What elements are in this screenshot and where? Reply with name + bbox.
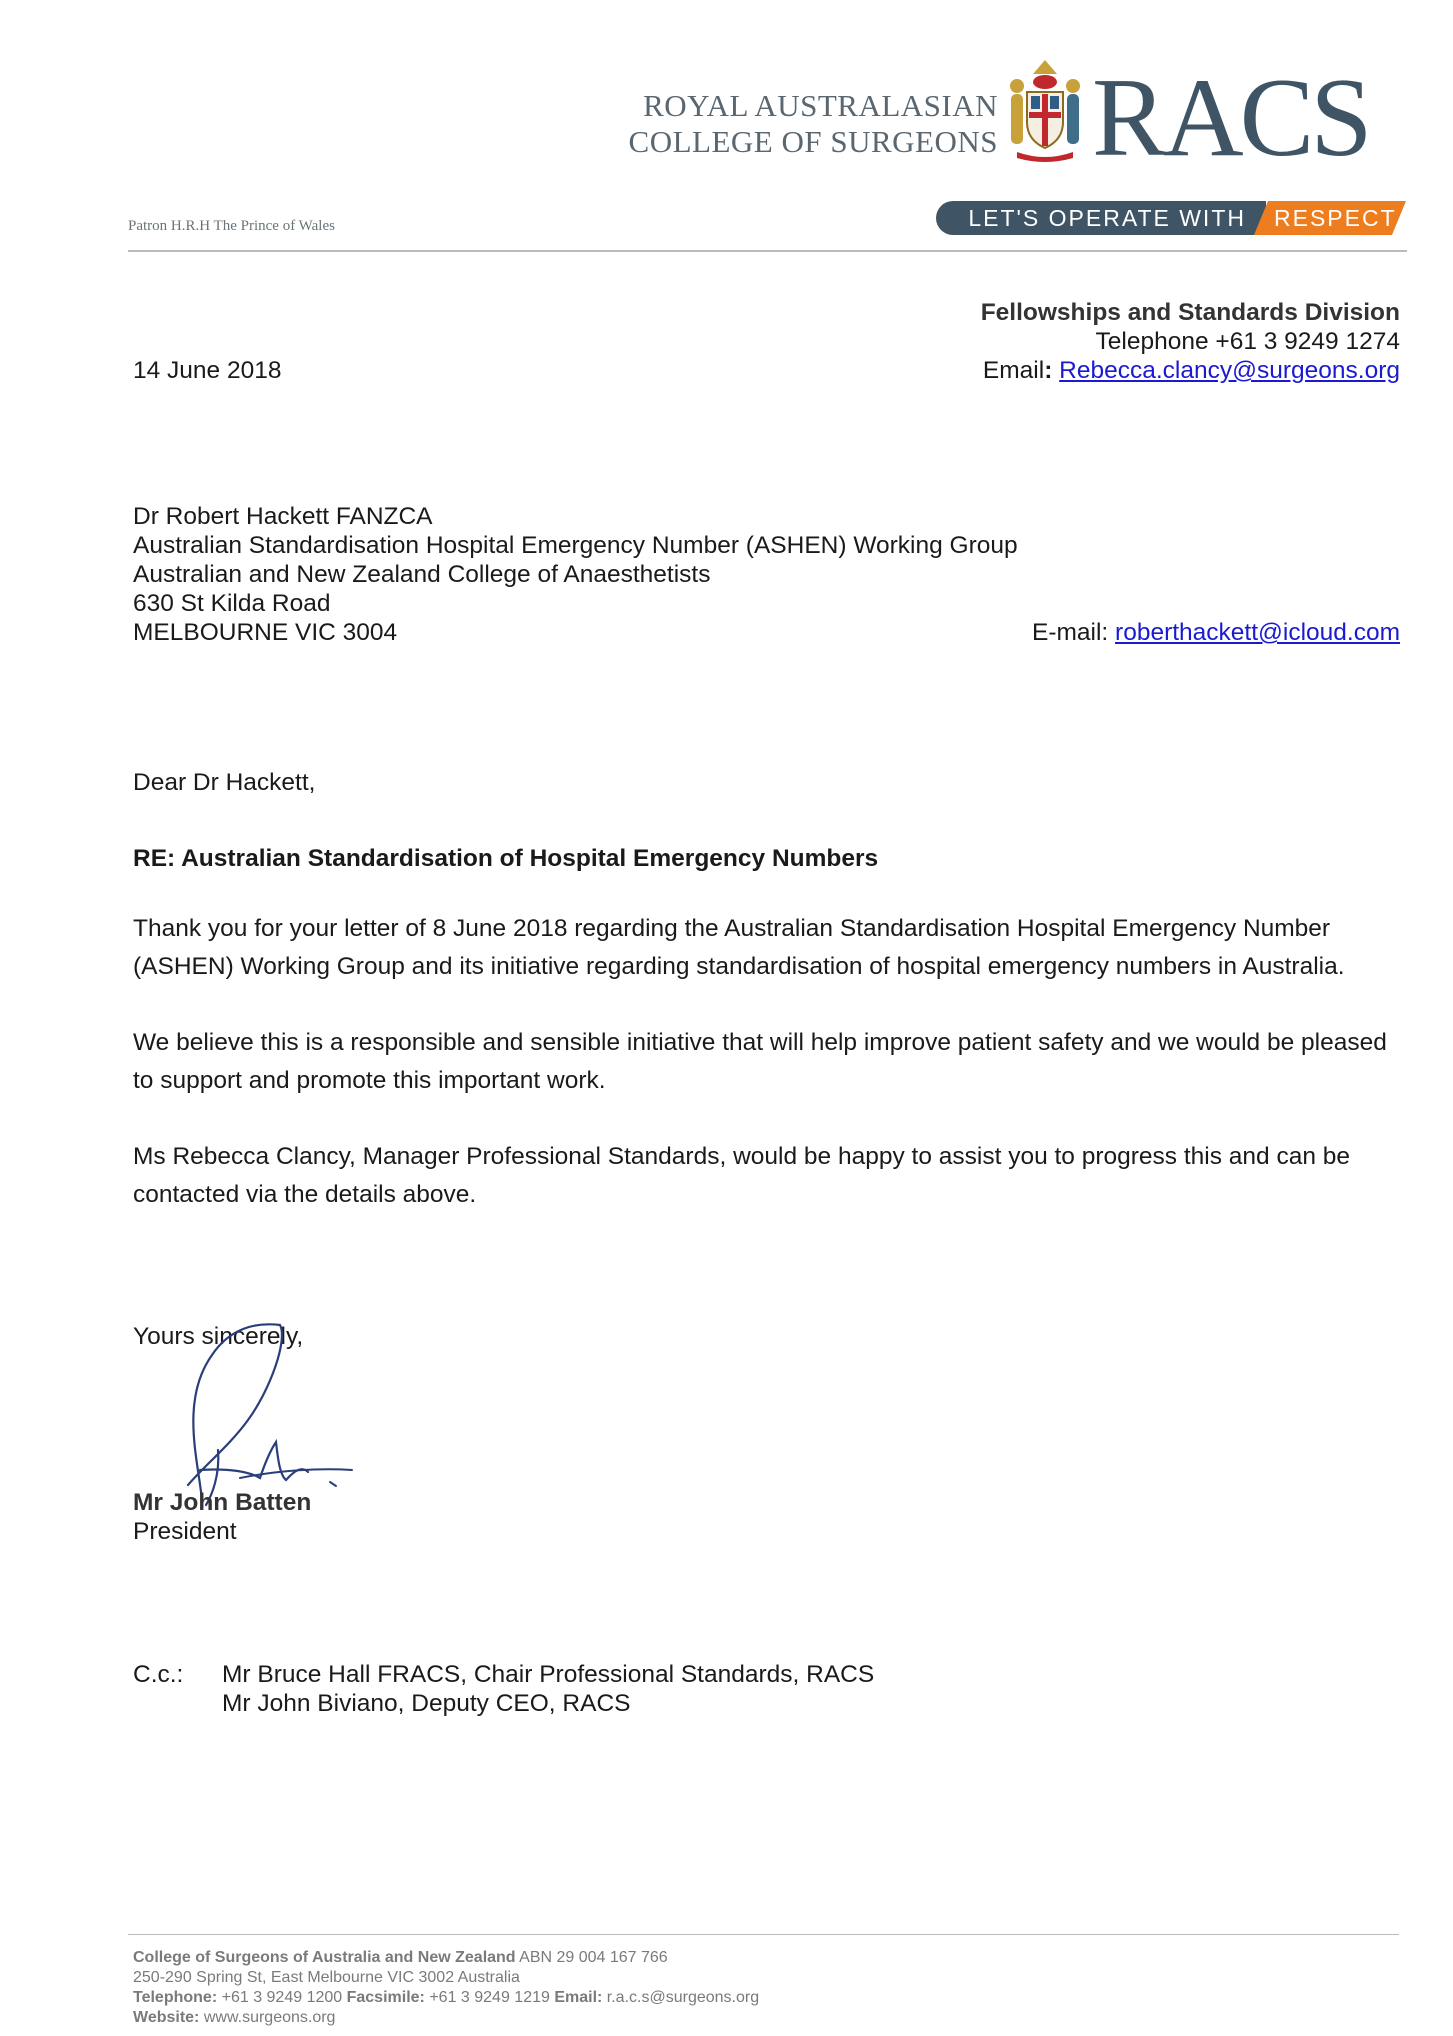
body-paragraph-2: We believe this is a responsible and sensible initiative that will help improve patient safety and we would be pleased to support and promote this important work. <box>133 1029 1387 1094</box>
letter-date: 14 June 2018 <box>133 357 282 384</box>
signatory-title: President <box>133 1518 237 1545</box>
sender-telephone: Telephone +61 3 9249 1274 <box>1095 328 1400 355</box>
signatory-block <box>133 1488 311 1546</box>
subject-line: RE: Australian Standardisation of Hospital Emergency Numbers <box>133 845 879 872</box>
recipient-name: Dr Robert Hackett FANZCA <box>133 503 433 530</box>
sender-email-link[interactable]: Rebecca.clancy@surgeons.org <box>1059 357 1400 384</box>
footer-divider <box>128 1934 1399 1935</box>
footer-fax-label: Facsimile: <box>346 1989 425 2006</box>
recipient-street: 630 St Kilda Road <box>133 590 331 617</box>
banner-text-left: LET'S OPERATE WITH <box>968 205 1246 231</box>
footer-abn: ABN 29 004 167 766 <box>515 1949 668 1966</box>
footer-contact-line <box>133 1988 759 2008</box>
cc-label: C.c.: <box>133 1661 184 1688</box>
footer <box>133 1948 759 2028</box>
respect-banner <box>936 201 1406 235</box>
cc-recipient: Mr Bruce Hall FRACS, Chair Professional Standards, RACS <box>222 1661 875 1688</box>
org-name-line2: COLLEGE OF SURGEONS <box>628 124 998 159</box>
closing: Yours sincerely, <box>133 1323 304 1350</box>
footer-fax: +61 3 9249 1219 <box>424 1989 555 2006</box>
recipient-email-line <box>1032 618 1400 647</box>
org-name-line1: ROYAL AUSTRALASIAN <box>643 88 998 123</box>
cc-recipient: Mr John Biviano, Deputy CEO, RACS <box>222 1690 631 1717</box>
signatory-name: Mr John Batten <box>133 1489 312 1516</box>
letterhead-org-name <box>629 88 998 160</box>
header-divider <box>128 250 1407 252</box>
footer-org-line <box>133 1948 759 1968</box>
body-paragraph-3: Ms Rebecca Clancy, Manager Professional Standards, would be happy to assist you to progress this and can be contacted via the details above. <box>133 1143 1351 1208</box>
salutation: Dear Dr Hackett, <box>133 769 316 796</box>
racs-logo-text: RACS <box>1092 56 1369 180</box>
banner-text-right: RESPECT <box>1274 205 1397 231</box>
body-paragraph-1: Thank you for your letter of 8 June 2018 regarding the Australian Standardisation Hospital Emergency Number (ASHEN) Working Group and its initiative regarding standardisation of hospital emergency numbers in Australia. <box>133 915 1345 980</box>
footer-address: 250-290 Spring St, East Melbourne VIC 3002 Australia <box>133 1969 520 1986</box>
coat-of-arms-icon <box>1003 56 1087 164</box>
recipient-address <box>133 502 1018 647</box>
footer-email: r.a.c.s@surgeons.org <box>602 1989 760 2006</box>
patron-line: Patron H.R.H The Prince of Wales <box>128 218 335 234</box>
footer-org: College of Surgeons of Australia and New Zealand <box>133 1949 516 1966</box>
recipient-email-link[interactable]: roberthackett@icloud.com <box>1115 619 1400 646</box>
recipient-group: Australian Standardisation Hospital Emergency Number (ASHEN) Working Group <box>133 532 1018 559</box>
footer-email-label: Email: <box>554 1989 603 2006</box>
footer-web-line <box>133 2008 759 2028</box>
footer-tel-label: Telephone: <box>133 1989 218 2006</box>
footer-web-label: Website: <box>133 2009 200 2026</box>
recipient-college: Australian and New Zealand College of Anaesthetists <box>133 561 711 588</box>
cc-list <box>222 1660 874 1718</box>
recipient-email-label: E-mail: <box>1031 619 1116 646</box>
sender-block <box>800 298 1400 385</box>
sender-email-label: Email <box>982 357 1045 384</box>
sender-email-line <box>800 356 1400 385</box>
signature-image <box>140 1300 370 1520</box>
footer-web: www.surgeons.org <box>199 2009 336 2026</box>
sender-email-colon: : <box>1044 357 1053 384</box>
footer-tel: +61 3 9249 1200 <box>217 1989 347 2006</box>
division-name: Fellowships and Standards Division <box>980 299 1400 326</box>
recipient-city: MELBOURNE VIC 3004 <box>133 619 398 646</box>
